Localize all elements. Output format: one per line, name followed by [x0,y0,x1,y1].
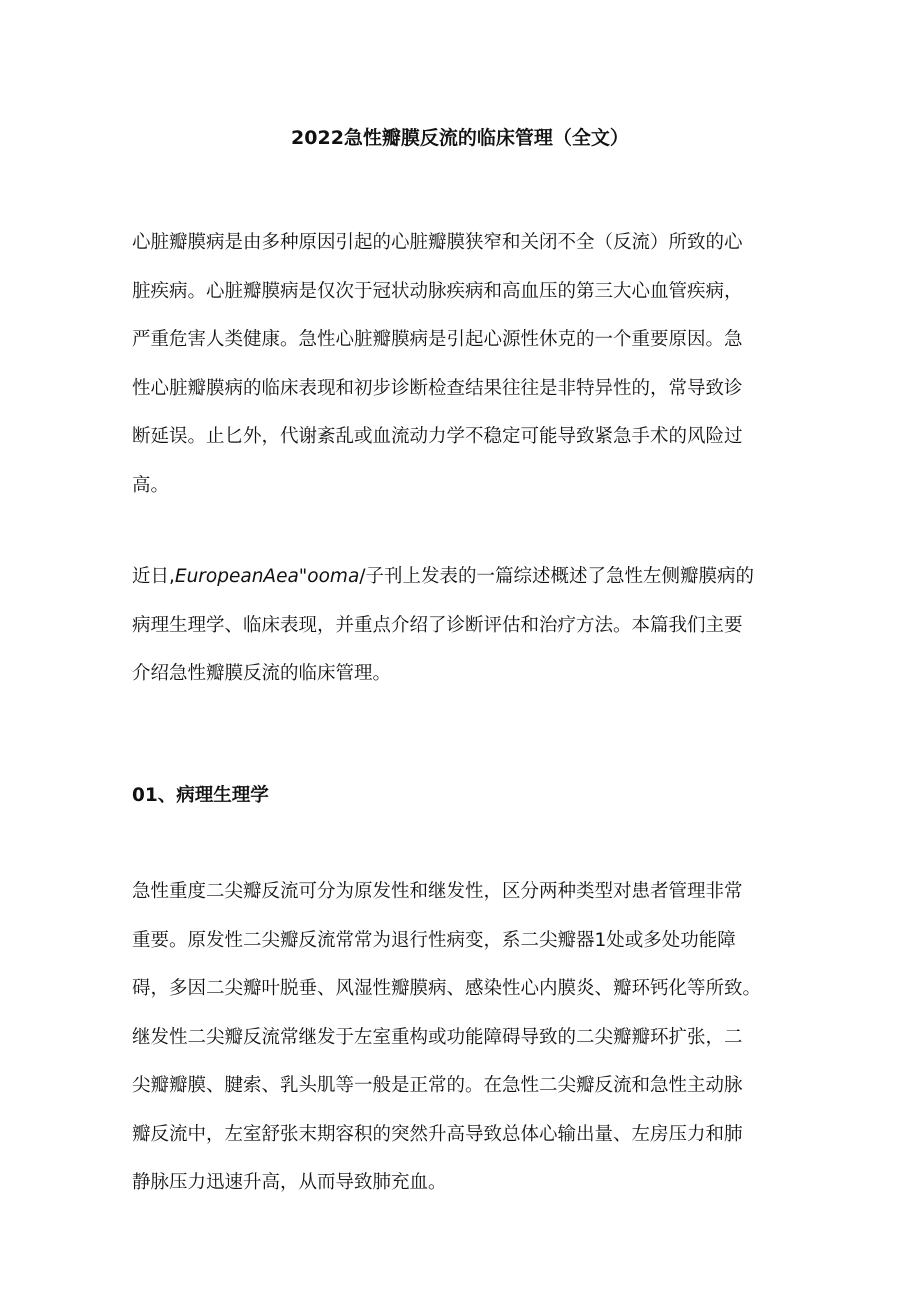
paragraph-line: 介绍急性瓣膜反流的临床管理。 [132,663,392,684]
section-title: 病理生理学 [176,785,269,806]
paragraph-line: 继发性二尖瓣反流常继发于左室重构或功能障碍导致的二尖瓣瓣环扩张，二 [132,1026,743,1048]
paragraph-line: 脏疾病。心脏瓣膜病是仅次于冠状动脉疾病和高血压的第三大心血管疾病， [132,280,743,302]
line-prefix: 近日, [132,566,175,587]
paragraph-line: 严重危害人类健康。急性心脏瓣膜病是引起心源性休克的一个重要原因。急 [132,329,743,350]
paragraph-line [132,553,792,602]
paragraph-line: 静脉压力迅速升高，从而导致肺充血。 [132,1172,447,1193]
section-heading-pathophysiology [132,782,269,810]
paragraph-line: 断延误。止匕外，代谢紊乱或血流动力学不稳定可能导致紧急手术的风险过 [132,426,743,447]
document-title: 2022急性瓣膜反流的临床管理（全文） [291,127,629,149]
section-number: 01、 [132,785,177,806]
paragraph-line: 病理生理学、临床表现，并重点介绍了诊断评估和治疗方法。本篇我们主要 [132,614,743,636]
line-suffix: /子刊上发表的一篇综述概述了急性左侧瓣膜病的 [359,566,755,587]
paragraph-line: 性心脏瓣膜病的临床表现和初步诊断检查结果往往是非特异性的，常导致诊 [132,377,743,399]
paragraph-line: 重要。原发性二尖瓣反流常常为退行性病变，系二尖瓣器1处或多处功能障 [132,929,736,951]
paragraph-line: 瓣反流中，左室舒张末期容积的突然升高导致总体心输出量、左房压力和肺 [132,1123,743,1145]
paragraph-line: 碍，多因二尖瓣叶脱垂、风湿性瓣膜病、感染性心内膜炎、瓣环钙化等所致。 [132,978,762,999]
paragraph-pathophysiology [132,868,792,1208]
paragraph-review-summary [132,553,792,699]
paragraph-line: 高。 [132,474,170,496]
paragraph-line: 急性重度二尖瓣反流可分为原发性和继发性，区分两种类型对患者管理非常 [132,881,743,902]
paragraph-intro [132,219,792,510]
paragraph-line: 尖瓣瓣膜、腱索、乳头肌等一般是正常的。在急性二尖瓣反流和急性主动脉 [132,1075,743,1096]
paragraph-line: 心脏瓣膜病是由多种原因引起的心脏瓣膜狭窄和关闭不全（反流）所致的心 [132,232,743,253]
journal-name: EuropeanAea"ooma [174,566,360,587]
